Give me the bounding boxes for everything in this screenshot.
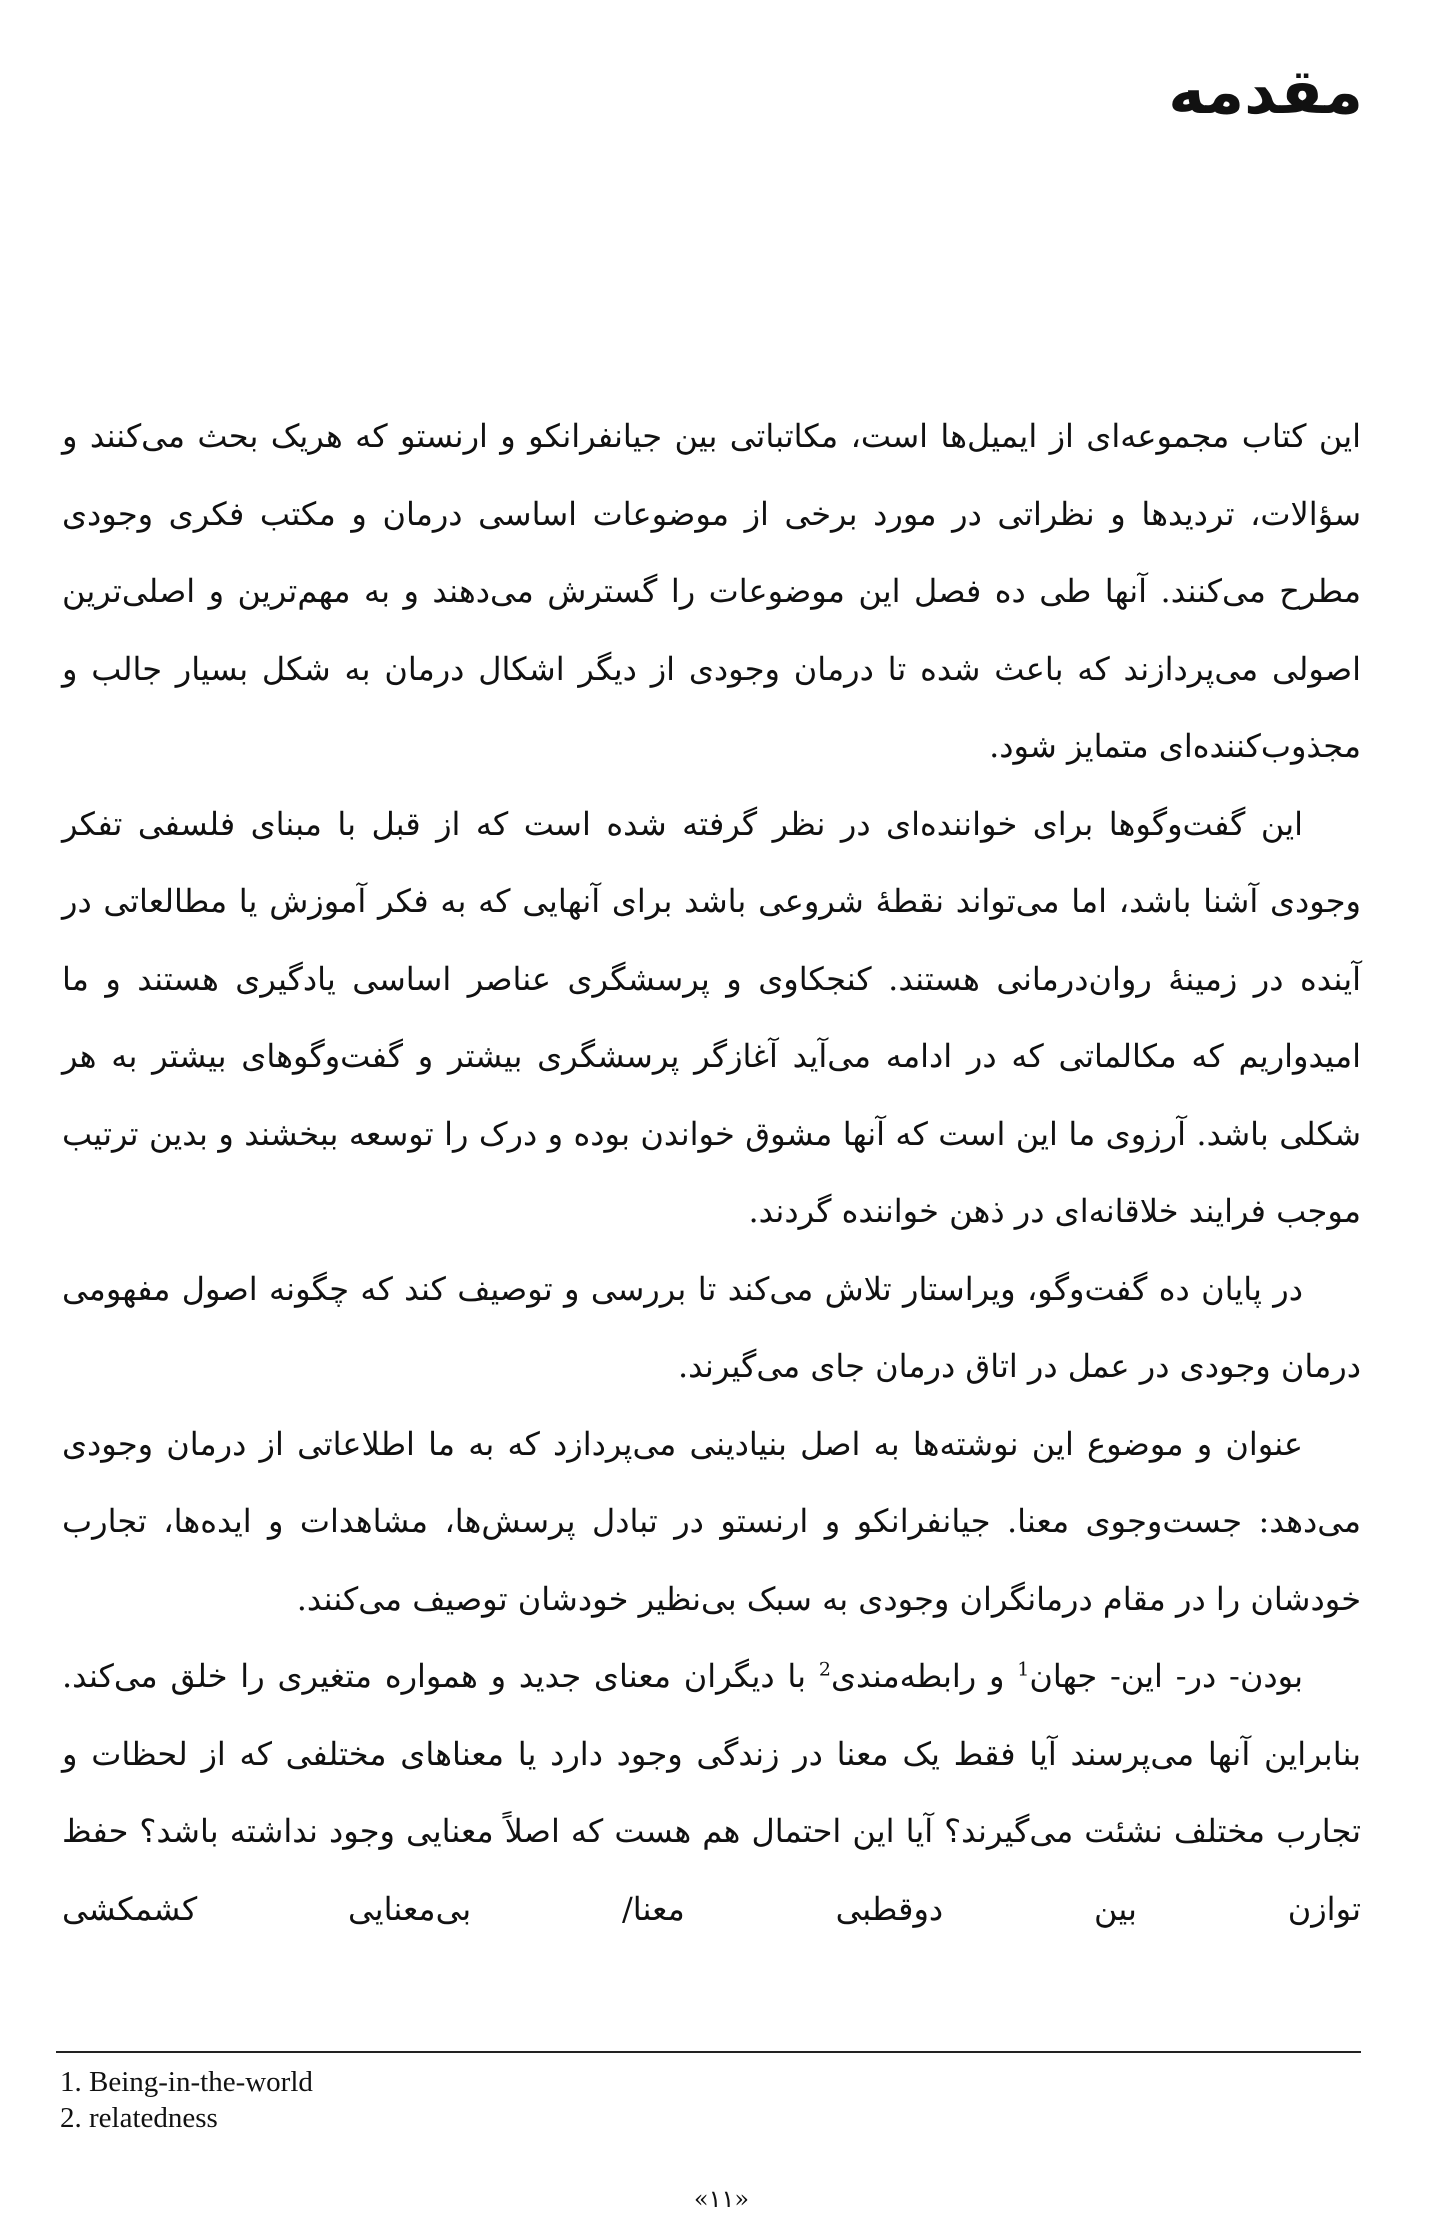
paragraph-1: این کتاب مجموعه‌ای از ایمیل‌ها است، مکاتباتی بین جیانفرانکو و ارنستو که هریک بحث می‌کنند و سؤالات، تردیدها و نظراتی در مورد برخی از موضوعات اساسی درمان و مکتب فکری وجودی مطرح می‌کنند. آنها طی ده فصل این موضوعات را گسترش می‌دهند و به مهم‌ترین و اصلی‌ترین اصولی می‌پردازند که باعث شده تا درمان وجودی از دیگر اشکال درمان به شکل بسیار جالب و مجذوب‌کننده‌ای متمایز شود. xyxy=(62,417,1362,765)
paragraph-4: عنوان و موضوع این نوشته‌ها به اصل بنیادینی می‌پردازد که به ما اطلاعاتی از درمان وجودی می‌دهد: جست‌وجوی معنا. جیانفرانکو و ارنستو در تبادل پرسش‌ها، مشاهدات و ایده‌ها، تجارب خودشان را در مقام درمانگران وجودی به سبک بی‌نظیر خودشان توصیف می‌کنند. xyxy=(62,1424,1361,1618)
paragraph-2: این گفت‌وگوها برای خواننده‌ای در نظر گرفته شده است که از قبل با مبنای فلسفی تفکر وجودی آشنا باشد، اما می‌تواند نقطهٔ شروعی باشد برای آنهایی که به فکر آموزش یا مطالعاتی در آینده در زمینهٔ روان‌درمانی هستند. کنجکاوی و پرسشگری عناصر اساسی یادگیری هستند و ما امیدواریم که مکالماتی که در ادامه می‌آید آغازگر پرسشگری بیشتر و گفت‌وگوهای بیشتر به هر شکلی باشد. آرزوی ما این است که آنها مشوق خواندن بوده و درک را توسعه ببخشند و بدین ترتیب موجب فرایند خلاقانه‌ای در ذهن خواننده گردند. xyxy=(62,804,1362,1230)
paragraph-5-part-1: بودن- در- این- جهان xyxy=(1029,1657,1304,1695)
chapter-title: مقدمه xyxy=(1168,55,1363,128)
footnotes xyxy=(60,2064,313,2136)
paragraph-5-part-3: با دیگران معنای جدید و همواره متغیری را خلق می‌کند. بنابراین آنها می‌پرسند آیا فقط یک معنا در زندگی وجود دارد یا معناهای مختلفی که از لحظات و تجارب مختلف نشئت می‌گیرند؟ آیا این احتمال هم هست که اصلاً معنایی وجود نداشته باشد؟ حفظ توازن بین دوقطبی معنا/ بی‌معنایی کشمکشی xyxy=(62,1657,1362,1928)
footnote-reference-2: 2 xyxy=(818,1658,831,1681)
footnote-reference-1: 1 xyxy=(1017,1658,1030,1681)
footnote-separator xyxy=(56,2051,1361,2053)
paragraph-5 xyxy=(62,1638,1361,1948)
footnote-2: 2. relatedness xyxy=(60,2102,218,2134)
paragraph-5-part-2: و رابطه‌مندی xyxy=(830,1657,1018,1695)
page-number: «۱۱» xyxy=(693,2185,750,2213)
paragraph-3: در پایان ده گفت‌وگو، ویراستار تلاش می‌کند تا بررسی و توصیف کند که چگونه اصول مفهومی درمان وجودی در عمل در اتاق درمان جای می‌گیرند. xyxy=(62,1269,1361,1385)
body-text xyxy=(62,398,1361,1948)
footnote-1: 1. Being-in-the-world xyxy=(60,2066,313,2098)
